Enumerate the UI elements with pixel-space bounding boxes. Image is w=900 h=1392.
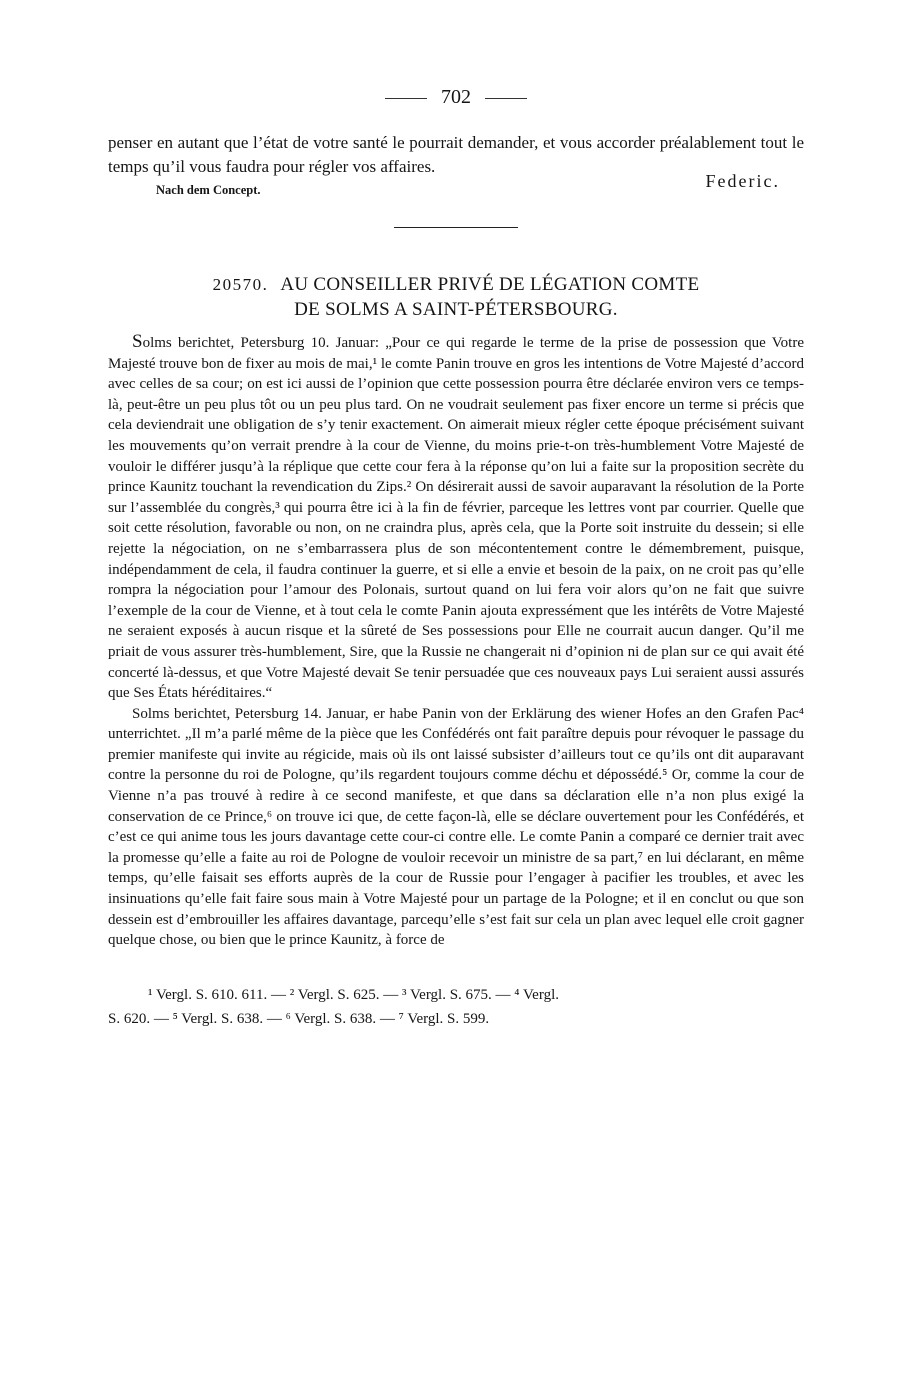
letter-paragraph-1 xyxy=(108,332,804,704)
page-number: 702 xyxy=(441,86,471,108)
letter-paragraph-1-text: olms berichtet, Petersburg 10. Januar: „Pour ce qui regarde le terme de la prise de possession que Votre Majesté trouve bon de fixer au mois de mai,¹ le comte Panin trouve en gros les intentions de Votre Majesté d’accord avec celles de sa cour; on est ici aussi de l’opinion que cette possession pourra être déclarée environ vers ce temps-là, peut-être un peu plus tôt ou un peu plus tard. On ne voudrait seulement pas fixer encore un terme si précis que cela deviendrait une obligation de s’y tenir exactement. On aimerait mieux régler cette époque précisément suivant les mouvements qu’on verrait prendre à la cour de Vienne, du moins prie-t-on très-humblement Votre Majesté de vouloir le différer jusqu’à la réplique que cette cour fera à la réponse qu’on lui a faite sur la proposition secrète du prince Kaunitz touchant la revendication du Zips.² On désirerait aussi de savoir auparavant la résolution de la Porte sur l’assemblée du congrès,³ qui pourra être ici à la fin de février, parceque les lettres vont par courrier. Quelle que soit cette résolution, favorable ou non, on ne craindra plus, après cela, que la Porte soit instruite du dessein; si elle rejette la négociation, on ne s’embarrassera plus de son mécontentement contre le démembrement, puisque, indépendamment de cela, il faudra continuer la guerre, et si elle a envie et besoin de la paix, on ne croit pas qu’elle rompra la négociation pour l’amour des Polonais, surtout quand on lui fera voir alors qu’on ne fait que suivre l’exemple de la cour de Vienne, et à tout cela le comte Panin ajouta expressément que les intérêts de Votre Majesté ne seraient exposés à aucun risque et la sûreté de Ses possessions pour Elle ne courrait aucun danger. Qu’il me priait de vous assurer très-humblement, Sire, que la Russie ne changerait ni d’opinion ni de plan sur ce qui avait été concerté là-dessus, et que Votre Majesté devait Se tenir persuadée que ces nouveaux pays Lui seraient aussi assurés que Ses États héréditaires.“ xyxy=(108,335,804,702)
footnote-line-1: ¹ Vergl. S. 610. 611. — ² Vergl. S. 625. — ³ Vergl. S. 675. — ⁴ Vergl. xyxy=(148,986,559,1003)
page-number-header xyxy=(108,86,804,109)
letter-heading-text1: AU CONSEILLER PRIVÉ DE LÉGATION COMTE xyxy=(280,274,700,295)
document-page xyxy=(108,86,804,1031)
letter-paragraph-2: Solms berichtet, Petersburg 14. Januar, er habe Panin von der Erklärung des wiener Hofes an den Grafen Pac⁴ unterrichtet. „Il m’a parlé même de la pièce que les Confédérés ont fait paraître depuis pour révoquer le passage du premier manifeste qui invite au régicide, mais où ils ont laissé subsister d’ailleurs tout ce qu’ils ont dit auparavant contre la personne du roi de Pologne, qu’ils regardent toujours comme déchu et dépossédé.⁵ Or, comme la cour de Vienne n’a pas trouvé à redire à ce second manifeste, et que dans sa déclaration elle n’a non plus exigé la conservation de ce Prince,⁶ on trouve ici que, de cette façon-là, elle se déclare ouvertement pour les Confédérés, et c’est ce qui anime tous les jours davantage cette cour-ci contre elle. Le comte Panin a comparé ce dernier trait avec la promesse qu’elle a faite au roi de Pologne de vouloir recevoir un ministre de sa part,⁷ en lui déclarant, en même temps, qu’elle faisait ses efforts auprès de la cour de Russie pour l’engager à pacifier les troubles, et avec les insinuations qu’elle fait faire sous main à Votre Majesté pour un partage de la Pologne; et il en conclut ou que son dessein est d’embrouiller les affaires davantage, parcequ’elle s’est fait sur cela un plan avec lequel elle croit gagner quelque chose, ou bien que le prince Kaunitz, à force de xyxy=(108,705,804,949)
letter-heading-line2: DE SOLMS A SAINT-PÉTERSBOURG. xyxy=(294,299,618,320)
signature: Federic. xyxy=(705,171,780,191)
footnote-line-2: S. 620. — ⁵ Vergl. S. 638. — ⁶ Vergl. S. 638. — ⁷ Vergl. S. 599. xyxy=(108,1010,490,1027)
letter-heading-line1 xyxy=(108,272,804,297)
source-note: Nach dem Concept. xyxy=(156,183,261,197)
page-number-dash-right xyxy=(485,98,527,99)
letter-heading xyxy=(108,272,804,322)
drop-initial: S xyxy=(132,331,143,352)
section-divider xyxy=(394,227,518,228)
page-number-dash-left xyxy=(385,98,427,99)
opening-paragraph: penser en autant que l’état de votre santé le pourrait demander, et vous accorder préalablement tout le temps qu’il vous faudra pour régler vos affaires. xyxy=(108,133,804,176)
footnotes xyxy=(108,983,804,1031)
closing-row xyxy=(108,171,804,207)
letter-number: 20570. xyxy=(212,275,269,294)
